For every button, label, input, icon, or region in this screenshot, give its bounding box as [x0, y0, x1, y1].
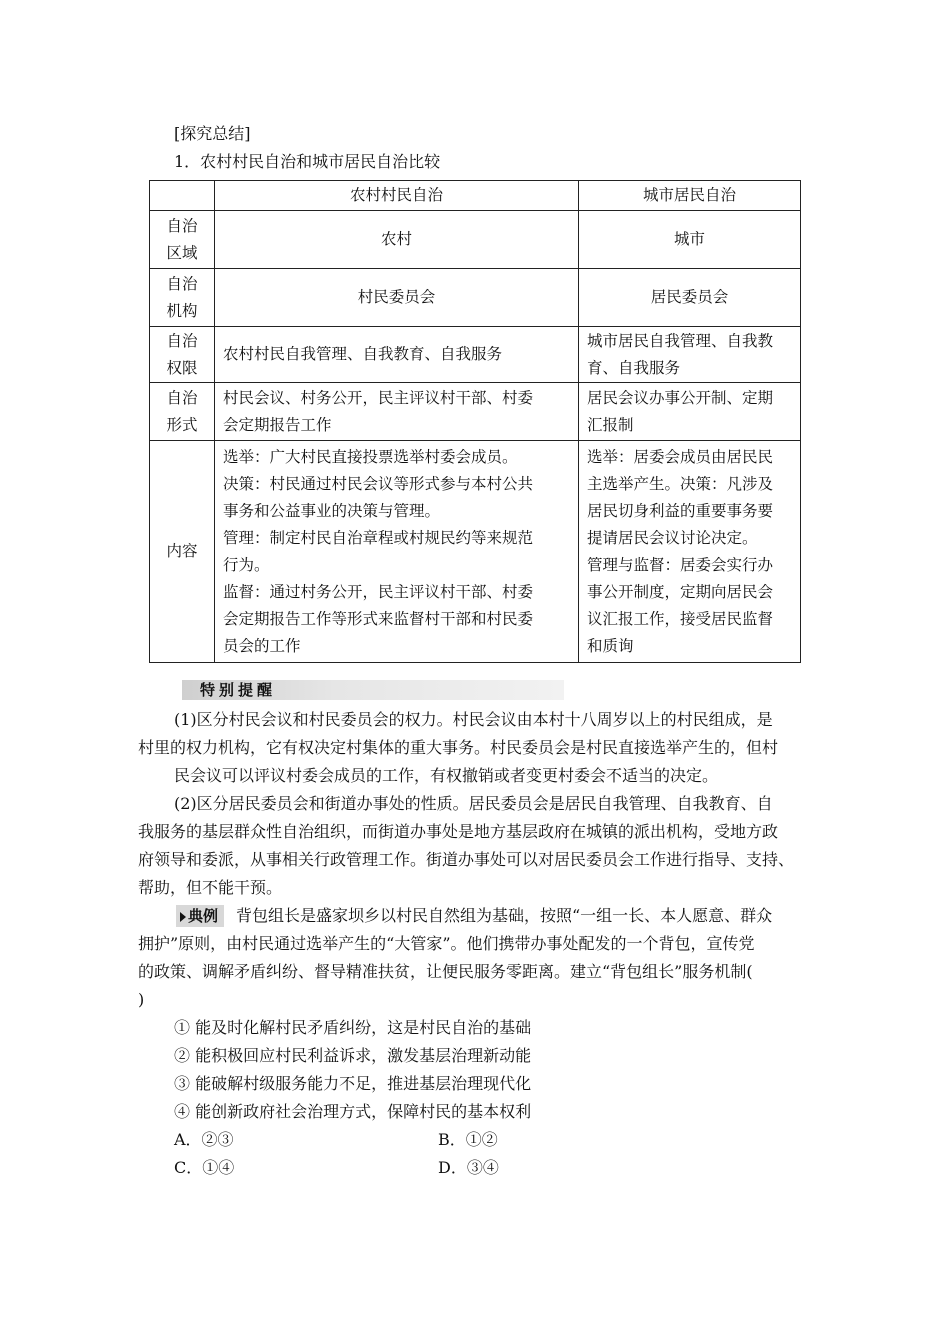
example-tag-label: 典例	[188, 907, 219, 925]
urban-cell	[579, 441, 801, 663]
cell-line: 会定期报告工作等形式来监督村干部和村民委	[223, 609, 534, 628]
urban-cell: 城市	[579, 211, 801, 269]
cell-line: 居民会议办事公开制、定期	[587, 388, 774, 407]
cell-line: 事公开制度，定期向居民会	[587, 582, 774, 601]
table-row	[150, 383, 801, 441]
cell-line: 管理：制定村民自治章程或村规民约等来规范	[223, 528, 534, 547]
summary-heading: [探究总结]	[174, 124, 251, 143]
row-label	[150, 269, 215, 327]
option-a[interactable]: A．②③	[174, 1130, 234, 1149]
cell-line: 主选举产生。决策：凡涉及	[587, 474, 774, 493]
cell-line: 城市居民自我管理、自我教	[587, 331, 774, 350]
row-label-line: 形式	[166, 415, 198, 434]
statement-1: ① 能及时化解村民矛盾纠纷，这是村民自治的基础	[174, 1018, 532, 1037]
reminder-p2-line: (2)区分居民委员会和街道办事处的性质。居民委员会是居民自我管理、自我教育、自	[174, 794, 773, 813]
table-header-row	[150, 181, 801, 211]
example-stem-line: 拥护”原则，由村民通过选举产生的“大管家”。他们携带办事处配发的一个背包，宣传党	[138, 934, 755, 953]
cell-line: 农村村民自我管理、自我教育、自我服务	[223, 345, 503, 363]
row-label	[150, 327, 215, 383]
statement-3: ③ 能破解村级服务能力不足，推进基层治理现代化	[174, 1074, 532, 1093]
reminder-p1-line: (1)区分村民会议和村民委员会的权力。村民会议由本村十八周岁以上的村民组成，是	[174, 710, 773, 729]
header-cell-urban: 城市居民自治	[579, 181, 801, 211]
table-title: 1．农村村民自治和城市居民自治比较	[174, 152, 441, 171]
statement-4: ④ 能创新政府社会治理方式，保障村民的基本权利	[174, 1102, 532, 1121]
cell-line: 选举：居委会成员由居民民	[587, 447, 774, 466]
row-label-line: 自治	[166, 388, 198, 407]
cell-line: 汇报制	[587, 415, 634, 434]
option-d[interactable]: D．③④	[438, 1158, 499, 1177]
table-row	[150, 211, 801, 269]
row-label-line: 机构	[166, 301, 198, 320]
table-row	[150, 441, 801, 663]
option-c[interactable]: C．①④	[174, 1158, 235, 1177]
reminder-p2-line: 我服务的基层群众性自治组织，而街道办事处是地方基层政府在城镇的派出机构，受地方政	[138, 822, 779, 841]
cell-line: 村民会议、村务公开，民主评议村干部、村委	[223, 388, 534, 407]
example-stem-line: 背包组长是盛家坝乡以村民自然组为基础，按照“一组一长、本人愿意、群众	[236, 906, 773, 925]
row-label	[150, 441, 215, 663]
urban-cell	[579, 383, 801, 441]
row-label-line: 内容	[166, 542, 198, 560]
cell-line: 事务和公益事业的决策与管理。	[223, 501, 441, 520]
cell-line: 选举：广大村民直接投票选举村委会成员。	[223, 447, 518, 466]
cell-line: 行为。	[223, 555, 270, 574]
reminder-p2-line: 帮助，但不能干预。	[138, 878, 283, 897]
urban-cell	[579, 327, 801, 383]
cell-line: 员会的工作	[223, 636, 301, 655]
reminder-p1-line: 村里的权力机构，它有权决定村集体的重大事务。村民委员会是村民直接选举产生的，但村	[138, 738, 779, 757]
option-b[interactable]: B．①②	[438, 1130, 498, 1149]
cell-line: 居民切身利益的重要事务要	[587, 501, 774, 520]
reminder-p1-line: 民会议可以评议村委会成员的工作，有权撤销或者变更村委会不适当的决定。	[174, 766, 719, 785]
row-label-line: 自治	[166, 331, 198, 350]
urban-cell: 居民委员会	[579, 269, 801, 327]
rural-cell	[215, 383, 579, 441]
cell-line: 和质询	[587, 636, 634, 655]
statement-2: ② 能积极回应村民利益诉求，激发基层治理新动能	[174, 1046, 532, 1065]
rural-cell	[215, 441, 579, 663]
comparison-table	[149, 180, 801, 663]
row-label-line: 自治	[166, 274, 198, 293]
reminder-p2-line: 府领导和委派，从事相关行政管理工作。街道办事处可以对居民委员会工作进行指导、支持、	[138, 850, 795, 869]
cell-line: 监督：通过村务公开，民主评议村干部、村委	[223, 582, 534, 601]
rural-cell: 村民委员会	[215, 269, 579, 327]
cell-line: 决策：村民通过村民会议等形式参与本村公共	[223, 474, 534, 493]
row-label-line: 自治	[166, 216, 198, 235]
example-tag	[176, 905, 224, 927]
special-reminder-title: 特别提醒	[200, 681, 277, 699]
header-cell-empty	[150, 181, 215, 211]
cell-line: 提请居民会议讨论决定。	[587, 528, 758, 547]
cell-line: 会定期报告工作	[223, 415, 332, 434]
triangle-icon	[180, 912, 186, 922]
rural-cell: 农村	[215, 211, 579, 269]
table-row	[150, 327, 801, 383]
rural-cell	[215, 327, 579, 383]
row-label	[150, 383, 215, 441]
cell-line: 育、自我服务	[587, 358, 681, 377]
row-label	[150, 211, 215, 269]
cell-line: 管理与监督：居委会实行办	[587, 555, 774, 574]
row-label-line: 权限	[166, 358, 198, 377]
header-cell-rural: 农村村民自治	[215, 181, 579, 211]
example-stem-line: )	[138, 990, 145, 1009]
cell-line: 议汇报工作，接受居民监督	[587, 609, 774, 628]
table-row	[150, 269, 801, 327]
row-label-line: 区域	[166, 243, 198, 262]
example-stem-line: 的政策、调解矛盾纠纷、督导精准扶贫，让便民服务零距离。建立“背包组长”服务机制(	[138, 962, 753, 981]
